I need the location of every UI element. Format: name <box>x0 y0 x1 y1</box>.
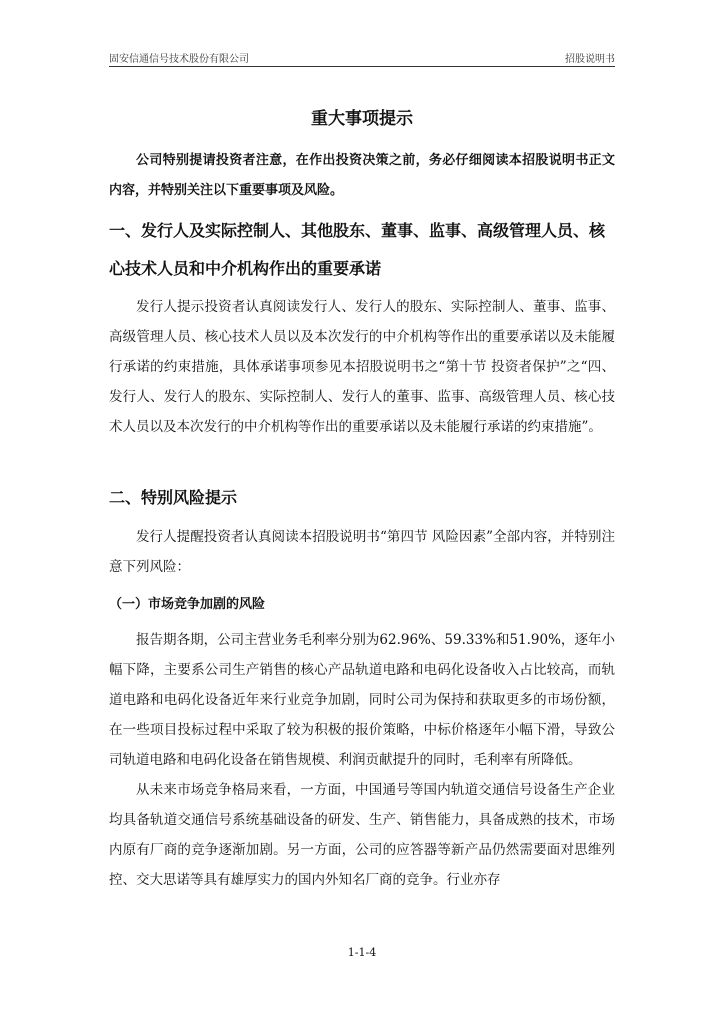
section-commitments <box>109 212 615 288</box>
header-divider <box>109 66 615 67</box>
intro-block <box>109 146 615 206</box>
intro-paragraph: 公司特别提请投资者注意，在作出投资决策之前，务必仔细阅读本招股说明书正文内容，并特别关注以下重要事项及风险。 <box>109 153 615 198</box>
subsection1-paragraph-1: 报告期各期，公司主营业务毛利率分别为62.96%、59.33%和51.90%，逐年小幅下降，主要系公司生产销售的核心产品轨道电路和电码化设备收入占比较高，而轨道电路和电码化设备近年来行业竞争加剧，同时公司为保持和获取更多的市场份额，在一些项目投标过程中采取了较为积极的报价策略，中标价格逐年小幅下滑，导致公司轨道电路和电码化设备在销售规模、利润贡献提升的同时，毛利率有所降低。 <box>109 632 615 768</box>
page-header <box>109 50 615 66</box>
header-document-type: 招股说明书 <box>565 54 615 65</box>
header-company-name: 固安信通信号技术股份有限公司 <box>109 54 249 65</box>
subsection1-heading: （一）市场竞争加剧的风险 <box>109 597 266 612</box>
section1-body-block <box>109 292 615 442</box>
page-number: 1-1-4 <box>347 946 377 959</box>
section-risk-alert <box>109 479 615 517</box>
subsection1-paragraph-2: 从未来市场竞争格局来看，一方面，中国通号等国内轨道交通信号设备生产企业均具备轨道交通信号系统基础设备的研发、生产、销售能力，具备成熟的技术，市场内原有厂商的竞争逐渐加剧。另一方面，公司的应答器等新产品仍然需要面对思维列控、交大思诺等具有雄厚实力的国内外知名厂商的竞争。行业亦存 <box>109 782 615 888</box>
section2-heading: 二、特别风险提示 <box>109 488 238 507</box>
section1-paragraph: 发行人提示投资者认真阅读发行人、发行人的股东、实际控制人、董事、监事、高级管理人员、核心技术人员以及本次发行的中介机构等作出的重要承诺以及未能履行承诺的约束措施，具体承诺事项参见本招股说明书之“第十节 投资者保护”之“四、发行人、发行人的股东、实际控制人、发行人的董事、监事、高级管理人员、核心技术人员以及本次发行的中介机构等作出的重要承诺以及未能履行承诺的约束措施”。 <box>109 299 615 435</box>
section1-heading: 一、发行人及实际控制人、其他股东、董事、监事、高级管理人员、核心技术人员和中介机构作出的重要承诺 <box>109 221 606 278</box>
section2-paragraph: 发行人提醒投资者认真阅读本招股说明书“第四节 风险因素”全部内容，并特别注意下列风险： <box>109 529 615 575</box>
section2-body-block <box>109 522 615 582</box>
subsection1-body-block <box>109 625 615 895</box>
subsection-competition <box>109 590 615 620</box>
page-title: 重大事项提示 <box>311 109 413 129</box>
